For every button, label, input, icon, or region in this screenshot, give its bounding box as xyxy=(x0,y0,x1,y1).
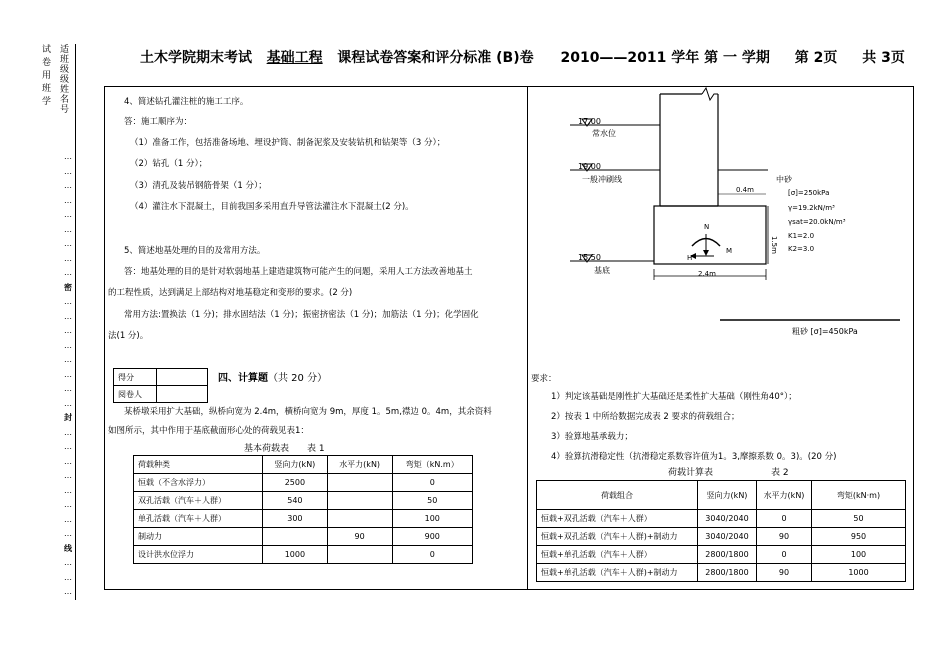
table-row xyxy=(134,474,473,492)
table-cell xyxy=(327,546,392,564)
section4-intro-1: 某桥墩采用扩大基础，纵桥向宽为 2.4m，横桥向宽为 9m，厚度 1。5m,襟边 0。4m，其余资料 xyxy=(124,407,492,417)
seal-mark-feng: 封 xyxy=(64,413,72,422)
table-cell: 0 xyxy=(392,474,473,492)
table2-header: 竖向力(kN) xyxy=(698,481,757,510)
soil2-label: 粗砂 [σ]=450kPa xyxy=(792,327,858,336)
load-n-label: N xyxy=(704,223,710,231)
table1-header: 荷载种类 xyxy=(134,456,263,474)
school-title: 土木学院期末考试 xyxy=(140,50,252,66)
q5-methods-2: 法(1 分)。 xyxy=(108,331,149,341)
score-box xyxy=(113,368,208,403)
table-cell: 恒载+双孔活载（汽车＋人群） xyxy=(537,510,698,528)
page-number: 第 2页 xyxy=(794,50,838,66)
table-cell: 恒载+单孔活载（汽车＋人群)+制动力 xyxy=(537,564,698,582)
page-total: 共 3页 xyxy=(862,50,905,66)
reviewer-cell[interactable] xyxy=(157,386,208,403)
table-cell xyxy=(263,528,328,546)
table-row xyxy=(134,492,473,510)
table1-header: 竖向力(kN) xyxy=(263,456,328,474)
table-cell: 3040/2040 xyxy=(698,510,757,528)
column-divider xyxy=(527,86,528,590)
table-cell: 90 xyxy=(757,564,812,582)
requirement-item: 4）验算抗滑稳定性（抗滑稳定系数容许值为1。3,摩擦系数 0。3)。(20 分) xyxy=(551,452,837,462)
table-cell: 制动力 xyxy=(134,528,263,546)
section4-points: （共 20 分） xyxy=(268,373,328,384)
level-15-value: 15.50 xyxy=(578,253,601,262)
table-cell: 1000 xyxy=(812,564,906,582)
table-row xyxy=(537,510,906,528)
table-row xyxy=(537,546,906,564)
soil1-name: 中砂 xyxy=(776,175,792,184)
q5-title: 5、简述地基处理的目的及常用方法。 xyxy=(124,246,266,256)
q4-title: 4、简述钻孔灌注桩的施工工序。 xyxy=(124,97,249,107)
table-cell: 1000 xyxy=(263,546,328,564)
reviewer-label: 阅卷人 xyxy=(114,386,157,403)
table-cell: 3040/2040 xyxy=(698,528,757,546)
binding-line xyxy=(75,44,76,600)
table2-header: 弯矩(kN·m) xyxy=(812,481,906,510)
table-cell: 100 xyxy=(392,510,473,528)
table1-title: 基本荷载表 xyxy=(244,444,290,454)
exam-title: 课程试卷答案和评分标准 (B)卷 xyxy=(337,50,534,66)
q4-step-2: （2）钻孔（1 分）； xyxy=(130,159,208,169)
table-row xyxy=(537,564,906,582)
table-cell: 50 xyxy=(812,510,906,528)
table-row xyxy=(537,528,906,546)
table2-title: 荷载计算表 xyxy=(668,468,714,478)
seal-mark-mi: 密 xyxy=(64,282,72,292)
load-h-label: H xyxy=(687,254,693,262)
q4-step-1: （1）准备工作，包括准备场地、埋设护筒、制备泥浆及安装钻机和钻架等（3 分）； xyxy=(130,138,446,148)
table-row xyxy=(134,546,473,564)
foundation-diagram xyxy=(530,86,910,356)
table-cell: 2800/1800 xyxy=(698,564,757,582)
table-cell: 2800/1800 xyxy=(698,546,757,564)
score-cell[interactable] xyxy=(157,369,208,386)
level-17-label: 常水位 xyxy=(592,129,616,138)
q4-step-4: （4）灌注水下混凝土，目前我国多采用直升导管法灌注水下混凝土(2 分)。 xyxy=(130,202,414,212)
soil1-prop: γ=19.2kN/m³ xyxy=(788,204,835,212)
q5-methods-1: 常用方法:置换法（1 分)；排水固结法（1 分)；振密挤密法（1 分)；加筋法（1 分)；化学固化 xyxy=(124,310,479,320)
page-header xyxy=(140,47,920,67)
table-cell: 恒载+双孔活载（汽车＋人群)+制动力 xyxy=(537,528,698,546)
table-cell: 900 xyxy=(392,528,473,546)
table-row xyxy=(134,510,473,528)
score-label: 得分 xyxy=(114,369,157,386)
base-height: 1.5m xyxy=(770,236,778,254)
table-cell: 设计洪水位浮力 xyxy=(134,546,263,564)
table1-label: 表 1 xyxy=(307,444,325,454)
table-cell xyxy=(327,510,392,528)
level-19-label: 一般冲刷线 xyxy=(582,175,622,184)
requirements-title: 要求： xyxy=(531,374,557,384)
academic-year: 2010——2011 学年 第 一 学期 xyxy=(560,50,770,66)
seal-dotted-line: … … … … … … … … … 密 … … … … … … … … 封 … … … … … … … … 线 … … … xyxy=(64,152,72,596)
table-cell: 恒载（不含水浮力） xyxy=(134,474,263,492)
requirement-item: 3）验算地基承载力； xyxy=(551,432,633,442)
table-cell: 双孔活载（汽车＋人群） xyxy=(134,492,263,510)
soil1-prop: K2=3.0 xyxy=(788,245,815,253)
q5-answer-2: 的工程性质，达到满足上部结构对地基稳定和变形的要求。(2 分) xyxy=(108,288,353,298)
table1 xyxy=(133,455,473,564)
section4-intro-2: 如图所示，其中作用于基底截面形心处的荷载见表1： xyxy=(108,426,309,436)
level-19-value: 19.00 xyxy=(578,162,601,171)
table2 xyxy=(536,480,906,582)
table2-header: 水平力(kN) xyxy=(757,481,812,510)
table-cell: 50 xyxy=(392,492,473,510)
soil1-prop: [σ]=250kPa xyxy=(788,189,830,197)
q4-step-3: （3）清孔及装吊钢筋骨架（1 分）； xyxy=(130,181,267,191)
soil1-prop: γsat=20.0kN/m³ xyxy=(788,218,846,226)
load-m-label: M xyxy=(726,247,733,255)
table1-header: 弯矩（kN.m） xyxy=(392,456,473,474)
table-cell: 90 xyxy=(757,528,812,546)
table-cell xyxy=(327,492,392,510)
table-cell: 恒载+单孔活载（汽车＋人群） xyxy=(537,546,698,564)
table1-header: 水平力(kN) xyxy=(327,456,392,474)
table-cell: 单孔活载（汽车＋人群） xyxy=(134,510,263,528)
requirement-item: 2）按表 1 中所给数据完成表 2 要求的荷载组合； xyxy=(551,412,740,422)
table1-caption xyxy=(244,441,325,454)
table-cell: 90 xyxy=(327,528,392,546)
seal-mark-xian: 线 xyxy=(64,543,72,553)
table-cell: 2500 xyxy=(263,474,328,492)
table2-caption xyxy=(668,465,789,478)
table2-header: 荷载组合 xyxy=(537,481,698,510)
section4-title: 四、计算题 xyxy=(218,373,268,384)
requirement-item: 1）判定该基础是刚性扩大基础还是柔性扩大基础（刚性角40°）； xyxy=(551,392,797,402)
level-15-label: 基底 xyxy=(594,266,610,275)
table-cell: 100 xyxy=(812,546,906,564)
table-cell: 0 xyxy=(757,510,812,528)
table-row xyxy=(134,528,473,546)
binding-col-2: 适班级级姓名号 xyxy=(58,44,68,114)
q5-answer-1: 答：地基处理的目的是针对软弱地基上建造建筑物可能产生的问题，采用人工方法改善地基土 xyxy=(124,267,473,277)
base-width: 2.4m xyxy=(698,270,716,278)
section4-heading xyxy=(218,369,327,384)
table-cell: 300 xyxy=(263,510,328,528)
soil1-prop: K1=2.0 xyxy=(788,232,815,240)
table2-label: 表 2 xyxy=(771,468,789,478)
table-cell: 0 xyxy=(392,546,473,564)
table-cell: 950 xyxy=(812,528,906,546)
table-cell xyxy=(327,474,392,492)
table-cell: 540 xyxy=(263,492,328,510)
q4-answer-intro: 答：施工顺序为： xyxy=(124,117,193,127)
course-name: 基础工程 xyxy=(266,50,323,66)
level-17-value: 17.00 xyxy=(578,117,601,126)
binding-col-1: 试卷用班学 xyxy=(40,44,50,109)
table-cell: 0 xyxy=(757,546,812,564)
edge-width: 0.4m xyxy=(736,186,754,194)
